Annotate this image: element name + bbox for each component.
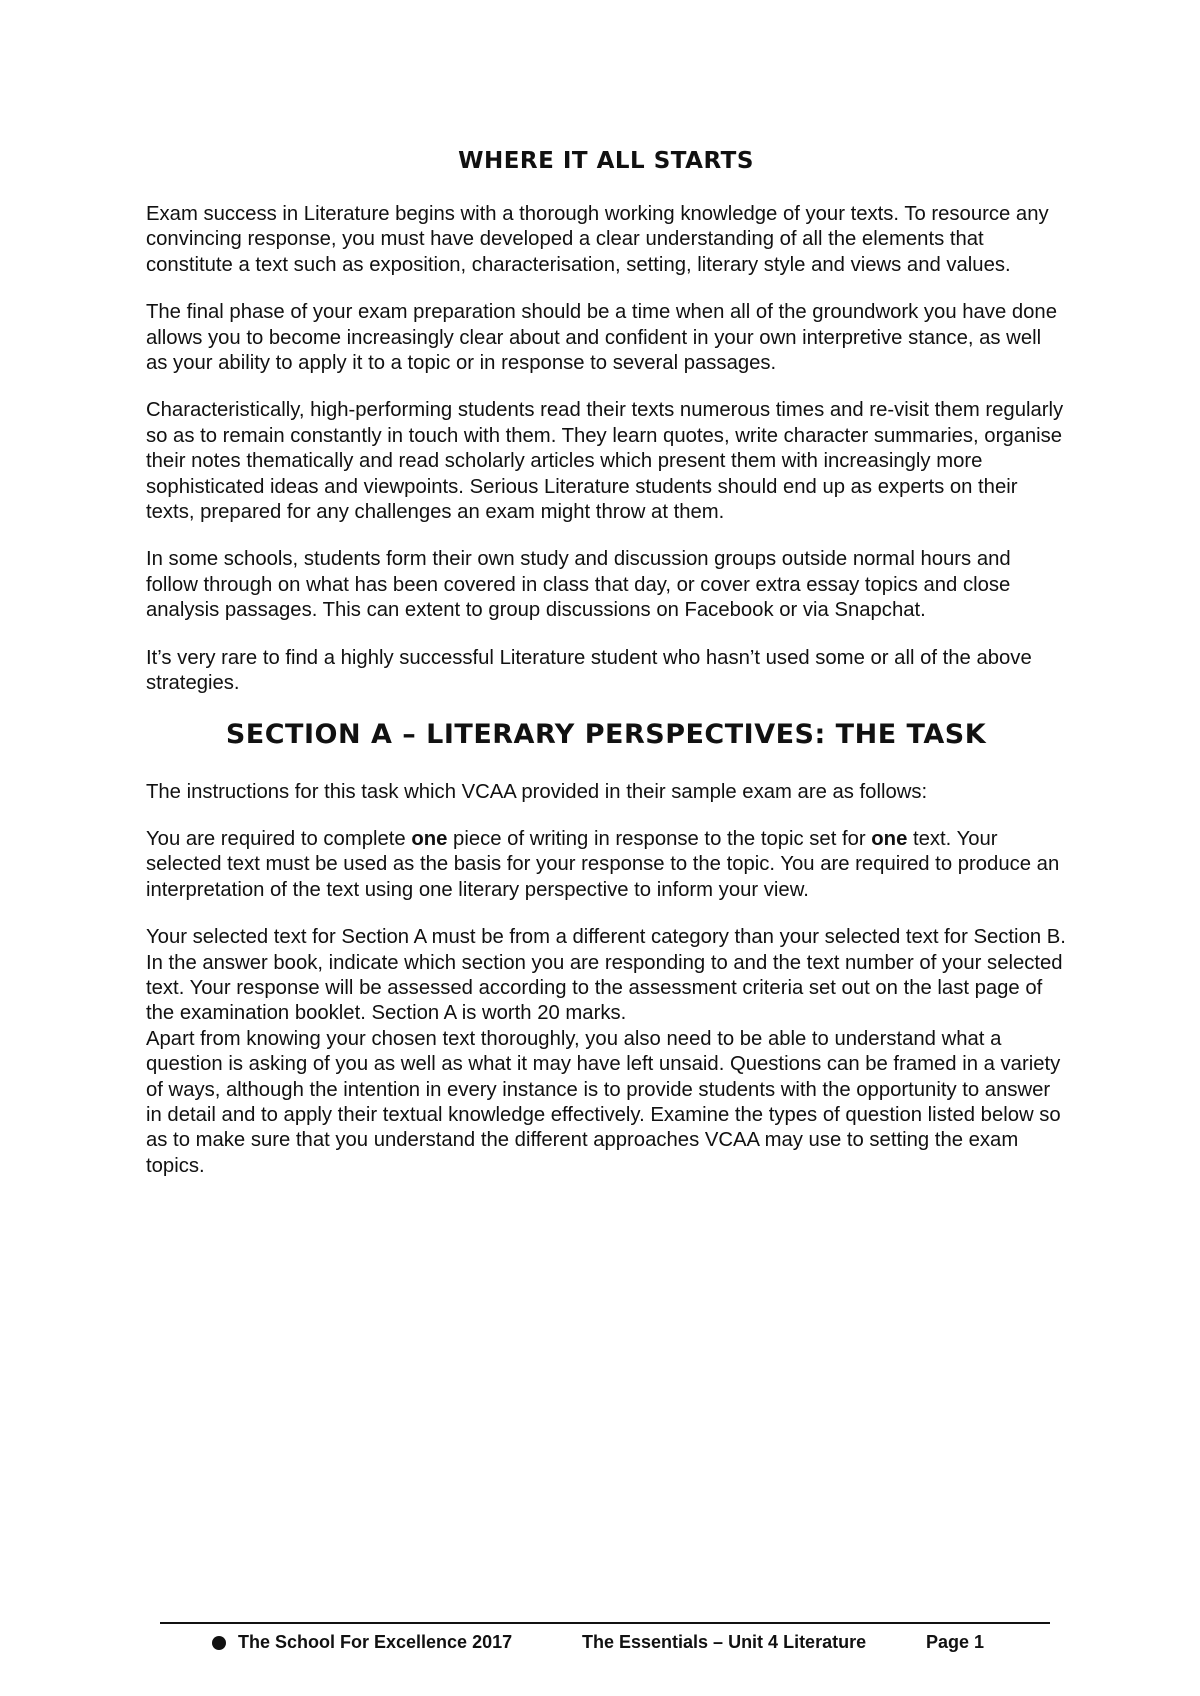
intro-paragraph-3: Characteristically, high-performing students read their texts numerous times and re-visit them regularly so as to remain constantly in touch with them. They learn quotes, write character summaries, organise their notes thematically and read scholarly articles which present them with increasingly more sophisticated ideas and viewpoints. Serious Literature students should end up as experts on their texts, prepared for any challenges an exam might throw at them. [146,399,1064,524]
footer-title: The Essentials – Unit 4 Literature [582,1632,867,1652]
footer-school: The School For Excellence 2017 [238,1632,513,1652]
task-text-3: text. Your selected text must be used as the basis for your response to the topic. You are required to produce an interpretation of the text using one literary perspective to inform your view. [146,827,1060,901]
page-footer [212,1631,1012,1657]
intro-paragraph-4: In some schools, students form their own study and discussion groups outside normal hours and follow through on what has been covered in class that day, or cover extra essay topics and close analysis passages. This can extent to group discussions on Facebook or via Snapchat. [146,548,1011,622]
footer-page-number: Page 1 [926,1632,985,1652]
instructions-intro: The instructions for this task which VCAA provided in their sample exam are as follows: [146,780,928,803]
task-paragraph-3: Apart from knowing your chosen text thoroughly, you also need to be able to understand what a question is asking of you as well as what it may have left unsaid. Questions can be framed in a variety of ways, although the intention in every instance is to provide students with the opportunity to answer in detail and to apply their textual knowledge effectively. Examine the types of question listed below so as to make sure that you understand the different approaches VCAA may use to setting the exam topics. [146,1027,1061,1177]
heading-where-it-all-starts: WHERE IT ALL STARTS [458,148,754,174]
intro-paragraph-2: The final phase of your exam preparation should be a time when all of the groundwork you have done allows you to become increasingly clear about and confident in your own interpretive stance, as well as your ability to apply it to a topic or in response to several passages. [146,301,1057,375]
task-text-2: piece of writing in response to the topic set for [447,827,872,850]
intro-paragraph-1: Exam success in Literature begins with a thorough working knowledge of your texts. To resource any convincing response, you must have developed a clear understanding of all the elements that constitute a text such as exposition, characterisation, setting, literary style and views and values. [146,203,1049,276]
task-paragraph-2: Your selected text for Section A must be from a different category than your selected text for Section B. In the answer book, indicate which section you are responding to and the text number of your selected text. Your response will be assessed according to the assessment criteria set out on the last page of the examination booklet. Section A is worth 20 marks. [146,926,1066,1025]
task-emphasis-1: one [411,827,448,850]
heading-section-a: SECTION A – LITERARY PERSPECTIVES: THE TASK [225,718,987,750]
page-content [146,148,1066,1179]
task-text-1: You are required to complete [146,827,412,850]
bullet-icon [212,1636,226,1650]
footer-divider [160,1622,1050,1624]
intro-paragraph-5: It’s very rare to find a highly successful Literature student who hasn’t used some or all of the above strategies. [146,646,1032,695]
task-paragraph-1 [146,827,1066,903]
task-emphasis-2: one [871,827,908,850]
